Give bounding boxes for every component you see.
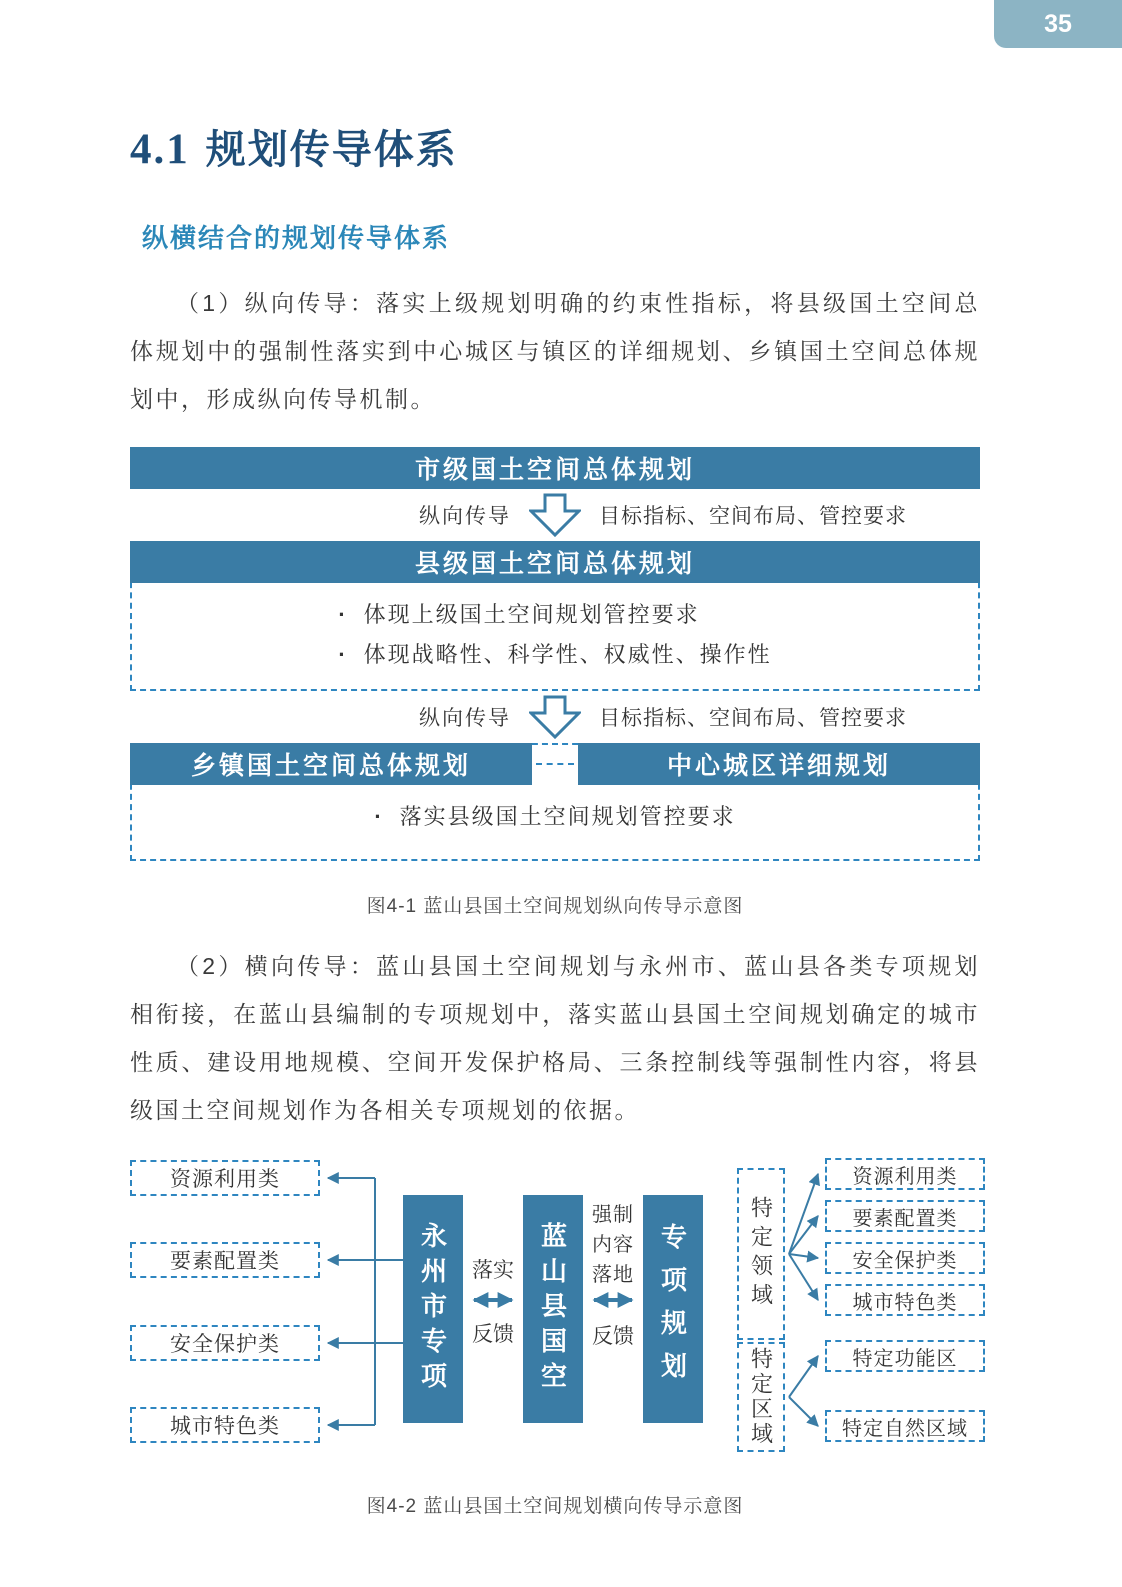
page-number-badge xyxy=(994,0,1122,48)
flow-row-2 xyxy=(130,691,980,743)
box-special-natural-zone: 特定自然区域 xyxy=(825,1410,985,1442)
bar-central-district-plan: 中心城区详细规划 xyxy=(578,743,980,785)
label-feedback-2: 反馈 xyxy=(592,1325,634,1348)
box-resource-use-right: 资源利用类 xyxy=(825,1158,985,1190)
box-resource-use-left: 资源利用类 xyxy=(130,1160,320,1196)
box-special-region: 特定区域 xyxy=(737,1342,785,1452)
box-special-function-zone: 特定功能区 xyxy=(825,1340,985,1372)
section-title xyxy=(130,126,980,174)
county-plan-box xyxy=(130,541,980,691)
page-number: 35 xyxy=(1044,9,1072,38)
lower-plans-box xyxy=(130,743,980,861)
bar-yongzhou-special-plans: 永州市专项 xyxy=(403,1195,463,1423)
box-safety-protection-left: 安全保护类 xyxy=(130,1325,320,1361)
box-element-allocation-right: 要素配置类 xyxy=(825,1200,985,1232)
county-bullet-2: · 体现战略性、科学性、权威性、操作性 xyxy=(338,635,771,675)
figure2-caption: 图4-2 蓝山县国土空间规划横向传导示意图 xyxy=(366,1496,744,1517)
paragraph-horizontal-transmission: （2）横向传导：蓝山县国土空间规划与永州市、蓝山县各类专项规划相衔接，在蓝山县编制的专项规划中，落实蓝山县国土空间规划确定的城市性质、建设用地规模、空间开发保护格局、三条控制线等强制性内容，将县级国土空间规划作为各相关专项规划的依据。 xyxy=(130,953,980,1123)
down-arrow-icon xyxy=(529,695,581,739)
bar-special-planning: 专项规划 xyxy=(643,1195,703,1423)
figure-horizontal-transmission xyxy=(0,1150,1122,1465)
figure-vertical-transmission xyxy=(130,447,980,861)
bars-dashed-connector xyxy=(532,743,578,785)
figure1-caption: 图4-1 蓝山县国土空间规划纵向传导示意图 xyxy=(366,896,744,917)
label-feedback-1: 反馈 xyxy=(472,1323,514,1346)
label-mandatory-content-text: 强制内容落地 xyxy=(592,1204,634,1286)
bar-city-level-plan: 市级国土空间总体规划 xyxy=(130,447,980,489)
down-arrow-icon xyxy=(529,493,581,537)
section-number: 4.1 xyxy=(130,126,190,173)
lower-bars-row xyxy=(130,743,980,785)
flow2-right-label: 目标指标、空间布局、管控要求 xyxy=(599,707,907,730)
label-implement: 落实 xyxy=(472,1259,514,1282)
county-bullets xyxy=(132,583,978,689)
section-title-text: 规划传导体系 xyxy=(205,128,458,172)
box-element-allocation-left: 要素配置类 xyxy=(130,1242,320,1278)
flow1-left-label: 纵向传导 xyxy=(419,505,511,528)
box-city-character-left: 城市特色类 xyxy=(130,1407,320,1443)
lower-bullets xyxy=(132,785,978,859)
flow1-right-label: 目标指标、空间布局、管控要求 xyxy=(599,505,907,528)
county-bullet-1: · 体现上级国土空间规划管控要求 xyxy=(338,595,771,635)
box-special-domain: 特定领域 xyxy=(737,1168,785,1340)
flow-row-1 xyxy=(130,489,980,541)
bar-county-level-plan: 县级国土空间总体规划 xyxy=(130,541,980,583)
lower-bullet-1: · 落实县级国土空间规划管控要求 xyxy=(374,797,735,837)
bar-lanshan-territorial-plan: 蓝山县国空 xyxy=(523,1195,583,1423)
label-mandatory-content xyxy=(583,1200,643,1290)
bar-township-plan: 乡镇国土空间总体规划 xyxy=(130,743,532,785)
subsection-title: 纵横结合的规划传导体系 xyxy=(142,223,451,253)
box-city-character-right: 城市特色类 xyxy=(825,1284,985,1316)
flow2-left-label: 纵向传导 xyxy=(419,707,511,730)
box-safety-protection-right: 安全保护类 xyxy=(825,1242,985,1274)
paragraph-vertical-transmission: （1）纵向传导：落实上级规划明确的约束性指标，将县级国土空间总体规划中的强制性落实到中心城区与镇区的详细规划、乡镇国土空间总体规划中，形成纵向传导机制。 xyxy=(130,290,980,412)
